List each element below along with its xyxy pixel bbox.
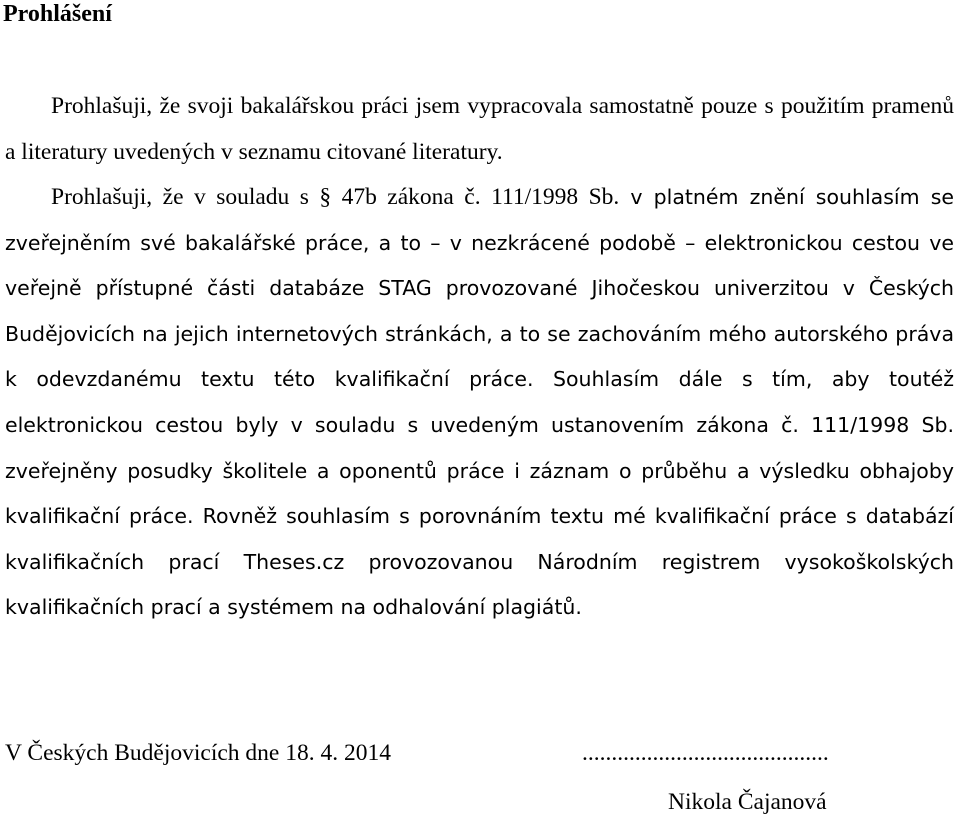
place-and-date: V Českých Budějovicích dne 18. 4. 2014 — [5, 740, 391, 766]
declaration-paragraph-1: Prohlašuji, že svoji bakalářskou práci jsem vypracovala samostatně pouze s použitím pramenů a literatury uvedených v seznamu citované literatury. — [5, 93, 954, 165]
paragraph-2-lead: Prohlašuji, že v souladu s § 47b zákona č. 111/1998 Sb. — [51, 184, 620, 210]
document-heading: Prohlášení — [3, 1, 112, 27]
declaration-paragraph-2 — [5, 175, 954, 631]
paragraph-2-body: v platném znění souhlasím se zveřejněním své bakalářské práce, a to – v nezkrácené podobě – elektronickou cestou ve veřejně přístupné části databáze STAG provozované Jihočeskou univerzitou v Českých Budějovicích na jejich internetových stránkách, a to se zachováním mého autorského práva k odevzdanému textu této kvalifikační práce. Souhlasím dále s tím, aby toutéž elektronickou cestou byly v souladu s uvedeným ustanovením zákona č. 111/1998 Sb. zveřejněny posudky školitele a oponentů práce i záznam o průběhu a výsledku obhajoby kvalifikační práce. Rovněž souhlasím s porovnáním textu mé kvalifikační práce s databází kvalifikačních prací Theses.cz provozovanou Národním registrem vysokoškolských kvalifikačních prací a systémem na odhalování plagiátů. — [5, 185, 954, 620]
signature-line: .......................................... — [582, 740, 829, 766]
signature-name: Nikola Čajanová — [668, 789, 827, 815]
